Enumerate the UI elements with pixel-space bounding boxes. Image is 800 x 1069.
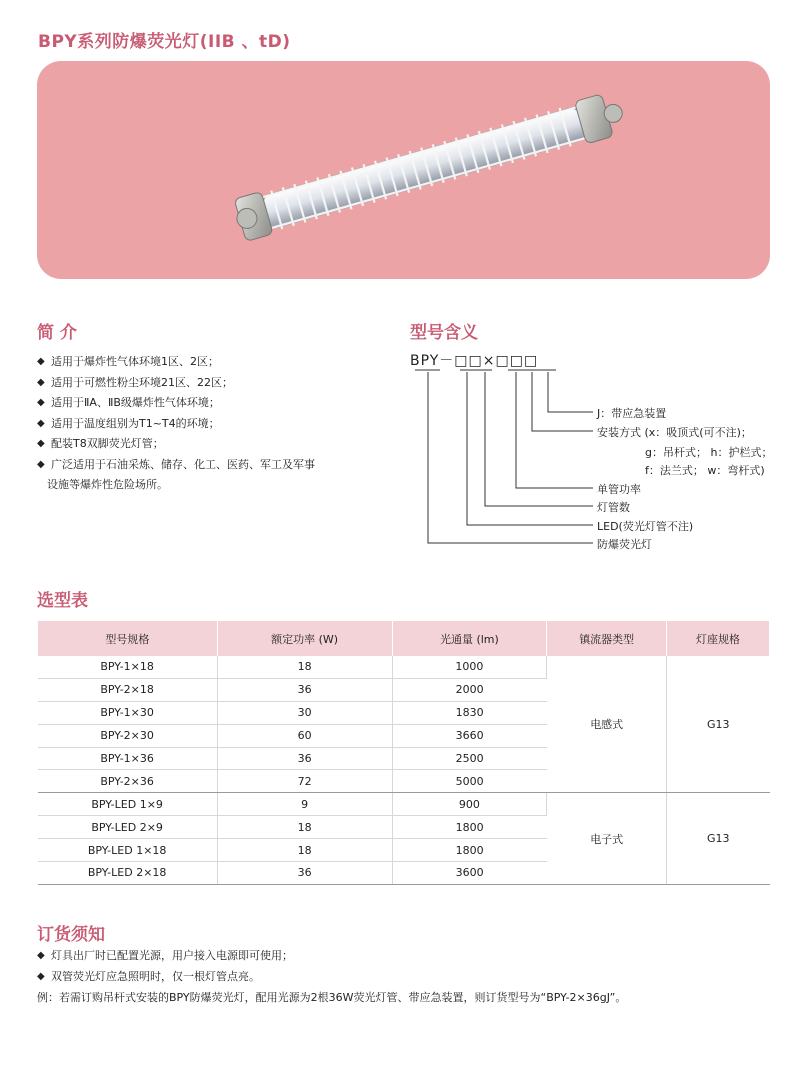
- table-header-row: [38, 621, 770, 656]
- table-cell: 5000: [392, 770, 547, 793]
- table-cell: BPY-1×36: [38, 747, 218, 770]
- table-cell: 18: [217, 656, 392, 678]
- table-cell: 36: [217, 747, 392, 770]
- ballast-electronic: 电子式: [547, 793, 667, 885]
- table-row: [38, 793, 770, 816]
- annotation-install-2: g：吊杆式； h：护栏式；: [645, 446, 773, 459]
- intro-heading: 简 介: [37, 323, 77, 343]
- order-list: [37, 945, 626, 1008]
- col-header-socket: 灯座规格: [667, 621, 770, 656]
- table-row: [38, 656, 770, 678]
- list-item: ◆ 灯具出厂时已配置光源，用户接入电源即可使用；: [37, 949, 293, 962]
- list-item: ◆ 适用于ⅡA、ⅡB级爆炸性气体环境；: [37, 396, 220, 409]
- table-cell: 1800: [392, 816, 547, 839]
- table-cell: 1000: [392, 656, 547, 678]
- table-cell: BPY-1×18: [38, 656, 218, 678]
- table-cell: 3660: [392, 724, 547, 747]
- list-item: ◆ 双管荧光灯应急照明时，仅一根灯管点亮。: [37, 970, 260, 983]
- selection-table: [37, 621, 770, 885]
- table-cell: 1800: [392, 839, 547, 862]
- table-cell: 36: [217, 862, 392, 885]
- ballast-inductive: 电感式: [547, 656, 667, 793]
- table-cell: BPY-LED 2×9: [38, 816, 218, 839]
- model-code-boxes1: □□: [454, 353, 483, 369]
- list-item: ◆ 适用于可燃性粉尘环境21区、22区；: [37, 375, 233, 389]
- annotation-led: LED(荧光灯管不注): [597, 520, 694, 533]
- list-item: ◆ 适用于温度组别为T1~T4的环境；: [37, 416, 220, 430]
- annotation-count: 灯管数: [597, 501, 630, 514]
- annotation-emergency: J：带应急装置: [597, 407, 667, 420]
- table-cell: 900: [392, 793, 547, 816]
- table-cell: 36: [217, 678, 392, 701]
- model-code-times: ×: [482, 353, 496, 369]
- model-code-boxes2: □□□: [495, 353, 539, 369]
- table-cell: BPY-LED 2×18: [38, 862, 218, 885]
- page-title: BPY系列防爆荧光灯(IIB 、tD): [38, 32, 291, 52]
- socket-group2: G13: [667, 793, 770, 885]
- table-cell: 2500: [392, 747, 547, 770]
- col-header-power: 额定功率 (W): [217, 621, 392, 656]
- table-cell: BPY-1×30: [38, 701, 218, 724]
- annotation-install-3: f：法兰式； w：弯杆式): [645, 464, 765, 477]
- table-cell: 3600: [392, 862, 547, 885]
- selection-heading: 选型表: [37, 591, 88, 611]
- table-cell: 72: [217, 770, 392, 793]
- table-cell: 18: [217, 839, 392, 862]
- col-header-flux: 光通量 (lm): [392, 621, 547, 656]
- col-header-ballast: 镇流器类型: [547, 621, 667, 656]
- table-cell: 9: [217, 793, 392, 816]
- list-item: ◆ 配装T8双脚荧光灯管；: [37, 437, 164, 450]
- list-item: ◆ 广泛适用于石油采炼、储存、化工、医药、军工及军事: [37, 457, 315, 471]
- table-cell: 60: [217, 724, 392, 747]
- model-code-prefix: BPY－: [410, 353, 455, 369]
- annotation-power: 单管功率: [597, 483, 641, 496]
- table-cell: 18: [217, 816, 392, 839]
- list-item-continuation: 设施等爆炸性危险场所。: [47, 478, 168, 491]
- list-item: ◆ 适用于爆炸性气体环境1区、2区；: [37, 355, 219, 368]
- table-cell: BPY-2×18: [38, 678, 218, 701]
- order-example: 例：若需订购吊杆式安装的BPY防爆荧光灯，配用光源为2根36W荧光灯管、带应急装置，则订货型号为“BPY-2×36gJ”。: [37, 991, 627, 1004]
- table-cell: 30: [217, 701, 392, 724]
- table-cell: BPY-2×30: [38, 724, 218, 747]
- annotation-type: 防爆荧光灯: [597, 538, 652, 551]
- col-header-model: 型号规格: [38, 621, 218, 656]
- order-heading: 订货须知: [37, 925, 105, 945]
- table-cell: 1830: [392, 701, 547, 724]
- table-cell: 2000: [392, 678, 547, 701]
- table-cell: BPY-LED 1×9: [38, 793, 218, 816]
- socket-group1: G13: [667, 656, 770, 793]
- annotation-install: 安装方式 (x：吸顶式(可不注)；: [597, 426, 752, 439]
- model-heading: 型号含义: [410, 323, 478, 343]
- table-cell: BPY-LED 1×18: [38, 839, 218, 862]
- table-cell: BPY-2×36: [38, 770, 218, 793]
